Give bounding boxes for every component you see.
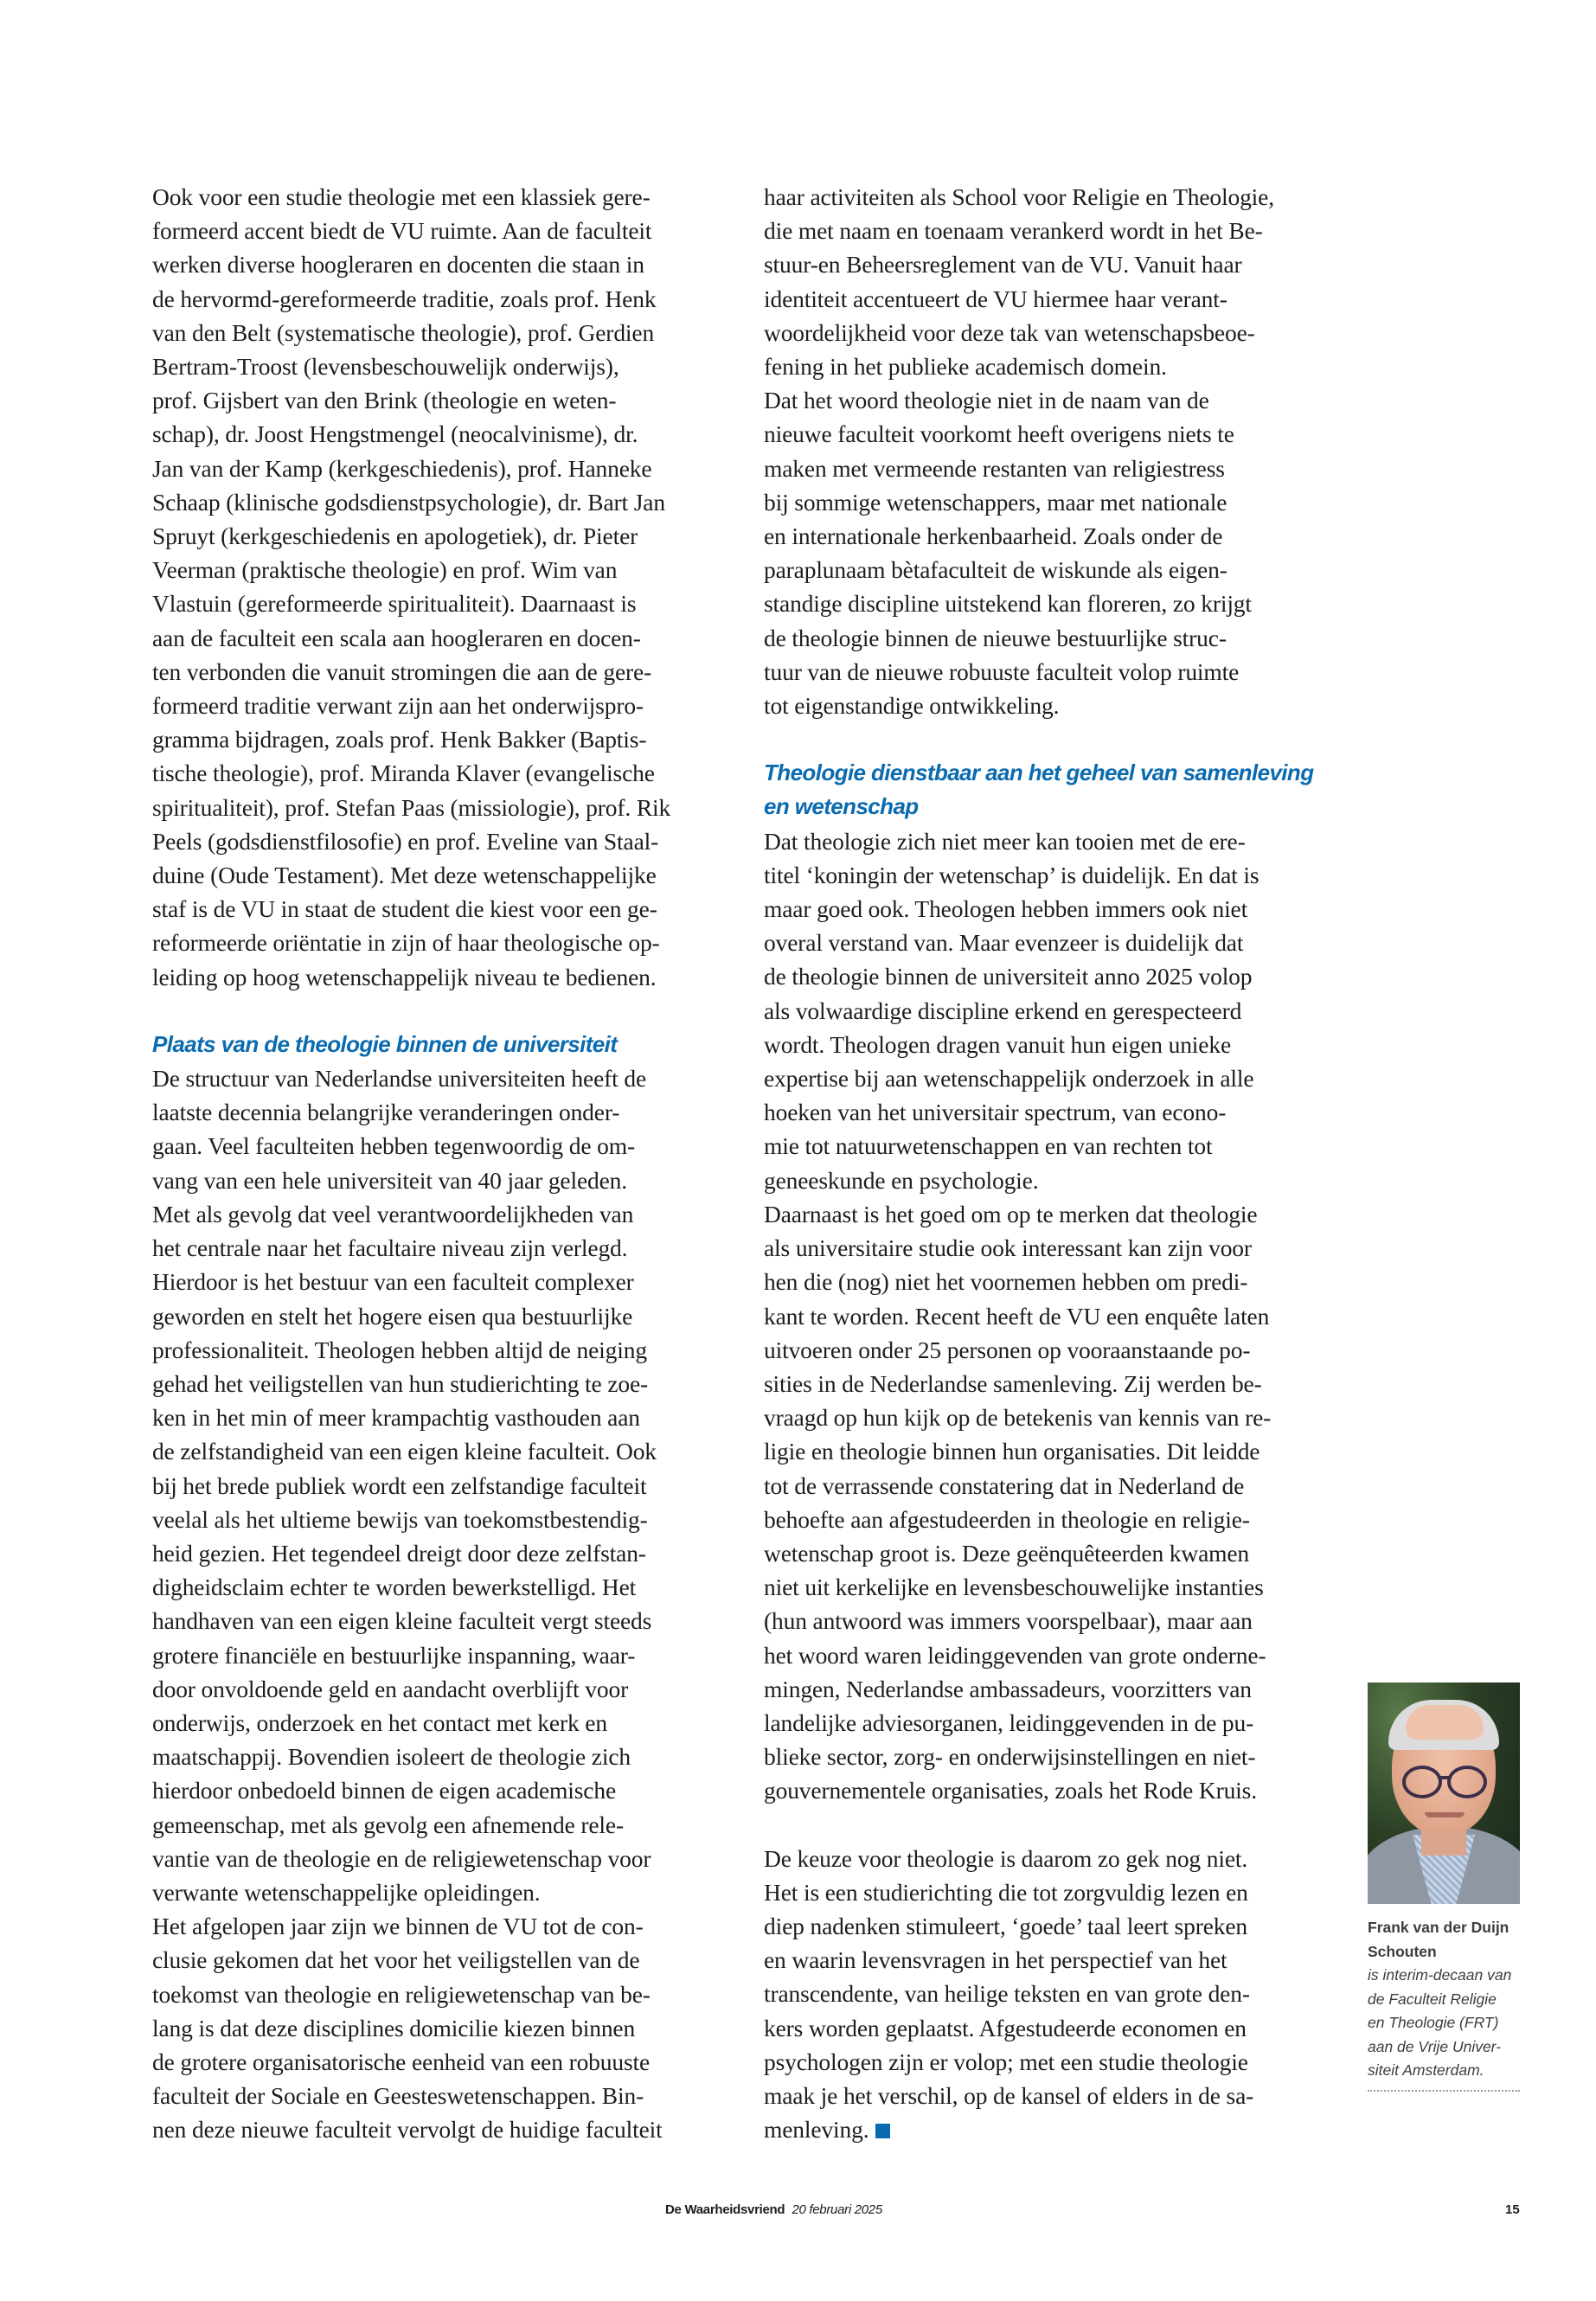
text-line: menleving. bbox=[764, 2112, 1343, 2146]
glasses-left-icon bbox=[1402, 1766, 1442, 1798]
author-name-line-1: Frank van der Duijn bbox=[1368, 1919, 1509, 1936]
text-line: het woord waren leidinggevenden van grote onderne- bbox=[764, 1641, 1266, 1669]
text-line: vantie van de theologie en de religiewetenschap voor bbox=[152, 1844, 651, 1872]
text-line: vang van een hele universiteit van 40 jaar geleden. bbox=[152, 1166, 627, 1194]
text-line: de hervormd-gereformeerde traditie, zoals prof. Henk bbox=[152, 285, 657, 312]
text-line: bij het brede publiek wordt een zelfstandige faculteit bbox=[152, 1471, 647, 1499]
text-line: prof. Gijsbert van den Brink (theologie en weten- bbox=[152, 387, 617, 414]
section-heading-line: Theologie dienstbaar aan het geheel van samenleving bbox=[764, 760, 1314, 786]
text-line: grotere financiële en bestuurlijke inspanning, waar- bbox=[152, 1641, 636, 1669]
publication-info bbox=[665, 2202, 882, 2217]
text-line: duine (Oude Testament). Met deze wetenschappelijke bbox=[152, 862, 657, 889]
text-line: geneeskunde en psychologie. bbox=[764, 1166, 1039, 1194]
text-line: de theologie binnen de universiteit anno 2025 volop bbox=[764, 963, 1253, 990]
text-line: hierdoor onbedoeld binnen de eigen academische bbox=[152, 1777, 617, 1804]
text-line: heid gezien. Het tegendeel dreigt door deze zelfstan- bbox=[152, 1539, 646, 1567]
text-line: de theologie binnen de nieuwe bestuurlijke struc- bbox=[764, 624, 1227, 651]
text-line: spiritualiteit), prof. Stefan Paas (missiologie), prof. Rik bbox=[152, 793, 671, 821]
text-line: vraagd op hun kijk op de betekenis van kennis van re- bbox=[764, 1404, 1272, 1432]
text-line: Dat het woord theologie niet in de naam van de bbox=[764, 387, 1209, 414]
text-line: identiteit accentueert de VU hiermee haar verant- bbox=[764, 285, 1227, 312]
text-line: De keuze voor theologie is daarom zo gek nog niet. bbox=[764, 1844, 1248, 1872]
text-line: ligie en theologie binnen hun organisaties. Dit leidde bbox=[764, 1438, 1260, 1465]
page-number: 15 bbox=[1505, 2202, 1520, 2217]
text-line: wetenschap groot is. Deze geënquêteerden kwamen bbox=[764, 1539, 1250, 1567]
author-name-line-2: Schouten bbox=[1368, 1942, 1437, 1960]
text-line: die met naam en toenaam verankerd wordt in het Be- bbox=[764, 217, 1263, 245]
text-line: Peels (godsdienstfilosofie) en prof. Eveline van Staal- bbox=[152, 827, 659, 855]
text-line: formeerd traditie verwant zijn aan het onderwijspro- bbox=[152, 692, 644, 720]
text-line: leiding op hoog wetenschappelijk niveau te bedienen. bbox=[152, 963, 657, 990]
text-line: psychologen zijn er volop; met een studie theologie bbox=[764, 2048, 1248, 2075]
text-line: nen deze nieuwe faculteit vervolgt de huidige faculteit bbox=[152, 2116, 663, 2144]
spacer bbox=[152, 994, 723, 1028]
text-line: Vlastuin (gereformeerde spiritualiteit). Daarnaast is bbox=[152, 590, 637, 618]
text-line: tische theologie), prof. Miranda Klaver (evangelische bbox=[152, 760, 655, 787]
section-heading-dienstbaar bbox=[764, 756, 1343, 824]
publication-title: De Waarheidsvriend bbox=[665, 2202, 785, 2217]
author-box bbox=[1368, 1682, 1520, 2092]
text-line: behoefte aan afgestudeerden in theologie en religie- bbox=[764, 1505, 1250, 1533]
text-line: werken diverse hoogleraren en docenten die staan in bbox=[152, 251, 644, 279]
text-line: woordelijkheid voor deze tak van wetenschapsbeoe- bbox=[764, 318, 1255, 346]
author-role-line: aan de Vrije Univer- bbox=[1368, 2037, 1502, 2055]
paragraph-intro-staff bbox=[152, 180, 723, 994]
text-line: de zelfstandigheid van een eigen kleine faculteit. Ook bbox=[152, 1438, 657, 1465]
publication-date: 20 februari 2025 bbox=[792, 2202, 882, 2217]
text-line: gouvernementele organisaties, zoals het Rode Kruis. bbox=[764, 1777, 1257, 1804]
text-line: verwante wetenschappelijke opleidingen. bbox=[152, 1878, 541, 1906]
text-line: reformeerde oriëntatie in zijn of haar theologische op- bbox=[152, 929, 660, 957]
photo-scalp-shape bbox=[1406, 1705, 1484, 1740]
text-line: door onvoldoende geld en aandacht overblijft voor bbox=[152, 1675, 629, 1702]
text-line: Daarnaast is het goed om op te merken dat theologie bbox=[764, 1200, 1258, 1227]
text-line: Veerman (praktische theologie) en prof. Wim van bbox=[152, 556, 618, 584]
text-line: tuur van de nieuwe robuuste faculteit volop ruimte bbox=[764, 657, 1240, 685]
text-line: expertise bij aan wetenschappelijk onderzoek in alle bbox=[764, 1065, 1254, 1093]
text-line: lang is dat deze disciplines domicilie kiezen binnen bbox=[152, 2014, 636, 2041]
text-line: kant te worden. Recent heeft de VU een enquête laten bbox=[764, 1302, 1270, 1330]
author-role-line: siteit Amsterdam. bbox=[1368, 2061, 1484, 2079]
text-line: Hierdoor is het bestuur van een faculteit complexer bbox=[152, 1268, 634, 1296]
text-line: Schaap (klinische godsdienstpsychologie), dr. Bart Jan bbox=[152, 488, 665, 516]
dotted-divider bbox=[1368, 2090, 1520, 2092]
text-line: Met als gevolg dat veel verantwoordelijkheden van bbox=[152, 1200, 634, 1227]
text-line: gemeenschap, met als gevolg een afnemende rele- bbox=[152, 1811, 624, 1838]
text-line: aan de faculteit een scala aan hoogleraren en docen- bbox=[152, 624, 641, 651]
glasses-bridge-icon bbox=[1440, 1776, 1449, 1779]
text-line: mie tot natuurwetenschappen en van rechten tot bbox=[764, 1132, 1213, 1160]
spacer bbox=[764, 1808, 1343, 1842]
author-caption bbox=[1368, 1916, 1520, 2092]
text-line: hoeken van het universitair spectrum, van econo- bbox=[764, 1099, 1227, 1126]
text-line: digheidsclaim echter te worden bewerkstelligd. Het bbox=[152, 1574, 637, 1601]
text-line: professionaliteit. Theologen hebben altijd de neiging bbox=[152, 1336, 647, 1363]
text-line: standige discipline uitstekend kan floreren, zo krijgt bbox=[764, 590, 1252, 618]
text-line: veelal als het ultieme bewijs van toekomstbestendig- bbox=[152, 1505, 648, 1533]
text-line: maken met vermeende restanten van religiestress bbox=[764, 454, 1225, 482]
text-line: De structuur van Nederlandse universiteiten heeft de bbox=[152, 1065, 647, 1093]
text-line: geworden en stelt het hogere eisen qua bestuurlijke bbox=[152, 1302, 633, 1330]
text-line: gramma bijdragen, zoals prof. Henk Bakker (Baptis- bbox=[152, 726, 647, 753]
text-line: (hun antwoord was immers voorspelbaar), maar aan bbox=[764, 1607, 1253, 1635]
text-line: niet uit kerkelijke en levensbeschouwelijke instanties bbox=[764, 1574, 1264, 1601]
paragraph-conclusion bbox=[764, 1842, 1343, 2147]
article-left-column bbox=[152, 180, 723, 2147]
author-role-line: en Theologie (FRT) bbox=[1368, 2014, 1499, 2031]
text-line: ken in het min of meer krampachtig vasthouden aan bbox=[152, 1404, 640, 1432]
photo-mouth-shape bbox=[1425, 1812, 1465, 1817]
text-line: toekomst van theologie en religiewetenschap van be- bbox=[152, 1980, 651, 2008]
text-line: hen die (nog) niet het voornemen hebben om predi- bbox=[764, 1268, 1248, 1296]
text-line: schap), dr. Joost Hengstmengel (neocalvinisme), dr. bbox=[152, 420, 638, 448]
text-line: wordt. Theologen dragen vanuit hun eigen unieke bbox=[764, 1030, 1231, 1058]
text-line: en waarin levensvragen in het perspectief van het bbox=[764, 1946, 1227, 1974]
text-line: mingen, Nederlandse ambassadeurs, voorzitters van bbox=[764, 1675, 1252, 1702]
text-line: Ook voor een studie theologie met een klassiek gere- bbox=[152, 183, 651, 210]
section-heading-plaats: Plaats van de theologie binnen de universiteit bbox=[152, 1030, 618, 1057]
text-line: de grotere organisatorische eenheid van een robuuste bbox=[152, 2048, 651, 2075]
text-line: als volwaardige discipline erkend en gerespecteerd bbox=[764, 997, 1242, 1024]
text-line: landelijke adviesorganen, leidinggevenden in de pu- bbox=[764, 1708, 1254, 1736]
paragraph-new-faculty bbox=[152, 1909, 723, 2146]
text-line: sities in de Nederlandse samenleving. Zij werden be- bbox=[764, 1369, 1262, 1397]
text-line: kers worden geplaatst. Afgestudeerde economen en bbox=[764, 2014, 1247, 2041]
text-line: staf is de VU in staat de student die kiest voor een ge- bbox=[152, 895, 657, 923]
text-line: tot eigenstandige ontwikkeling. bbox=[764, 692, 1060, 720]
paragraph-queen-of-science bbox=[764, 824, 1343, 1197]
paragraph-university-structure bbox=[152, 1061, 723, 1909]
text-line: faculteit der Sociale en Geesteswetenschappen. Bin- bbox=[152, 2082, 644, 2110]
text-line: overal verstand van. Maar evenzeer is duidelijk dat bbox=[764, 929, 1244, 957]
text-line: als universitaire studie ook interessant kan zijn voor bbox=[764, 1234, 1252, 1262]
text-line: blieke sector, zorg- en onderwijsinstellingen en niet- bbox=[764, 1743, 1256, 1771]
text-line: uitvoeren onder 25 personen op vooraanstaande po- bbox=[764, 1336, 1251, 1363]
paragraph-survey bbox=[764, 1197, 1343, 1808]
spacer bbox=[764, 722, 1343, 756]
glasses-right-icon bbox=[1447, 1766, 1487, 1798]
text-line: maak je het verschil, op de kansel of elders in de sa- bbox=[764, 2081, 1254, 2109]
text-line: Dat theologie zich niet meer kan tooien met de ere- bbox=[764, 827, 1246, 855]
text-line: transcendente, van heilige teksten en van grote den- bbox=[764, 1980, 1250, 2008]
text-line: titel ‘koningin der wetenschap’ is duidelijk. En dat is bbox=[764, 861, 1259, 888]
text-line: fening in het publieke academisch domein. bbox=[764, 353, 1167, 381]
author-photo bbox=[1368, 1682, 1520, 1904]
text-line: Spruyt (kerkgeschiedenis en apologetiek), dr. Pieter bbox=[152, 522, 638, 550]
text-line: Het is een studierichting die tot zorgvuldig lezen en bbox=[764, 1878, 1248, 1906]
end-of-article-square-icon bbox=[875, 2124, 890, 2138]
text-line: ten verbonden die vanuit stromingen die aan de gere- bbox=[152, 657, 652, 685]
author-role-line: is interim-decaan van bbox=[1368, 1966, 1512, 1984]
text-line: laatste decennia belangrijke veranderingen onder- bbox=[152, 1099, 620, 1126]
text-line: maatschappij. Bovendien isoleert de theologie zich bbox=[152, 1743, 631, 1771]
text-line: formeerd accent biedt de VU ruimte. Aan de faculteit bbox=[152, 217, 652, 245]
text-line: maar goed ook. Theologen hebben immers ook niet bbox=[764, 895, 1248, 923]
text-line: gehad het veiligstellen van hun studierichting te zoe- bbox=[152, 1369, 649, 1397]
text-line: diep nadenken stimuleert, ‘goede’ taal leert spreken bbox=[764, 1912, 1248, 1939]
text-line: onderwijs, onderzoek en het contact met kerk en bbox=[152, 1708, 607, 1736]
article-right-column bbox=[764, 180, 1343, 2146]
text-line: clusie gekomen dat het voor het veiligstellen van de bbox=[152, 1946, 640, 1974]
text-line: van den Belt (systematische theologie), prof. Gerdien bbox=[152, 318, 655, 346]
text-line: gaan. Veel faculteiten hebben tegenwoordig de om- bbox=[152, 1132, 635, 1160]
text-line: handhaven van een eigen kleine faculteit vergt steeds bbox=[152, 1607, 652, 1635]
text-line: en internationale herkenbaarheid. Zoals onder de bbox=[764, 522, 1223, 550]
text-line: bij sommige wetenschappers, maar met nationale bbox=[764, 488, 1227, 516]
text-line: Het afgelopen jaar zijn we binnen de VU tot de con- bbox=[152, 1913, 644, 1940]
text-line: paraplunaam bètafaculteit de wiskunde als eigen- bbox=[764, 556, 1227, 584]
paragraph-faculty-name bbox=[764, 383, 1343, 722]
text-line: haar activiteiten als School voor Religie en Theologie, bbox=[764, 183, 1274, 210]
text-line: Jan van der Kamp (kerkgeschiedenis), prof. Hanneke bbox=[152, 454, 652, 482]
text-line: het centrale naar het facultaire niveau zijn verlegd. bbox=[152, 1234, 628, 1262]
section-heading-line: en wetenschap bbox=[764, 793, 919, 820]
paragraph-school-religion bbox=[764, 180, 1343, 383]
author-role-line: de Faculteit Religie bbox=[1368, 1990, 1497, 2008]
text-line: nieuwe faculteit voorkomt heeft overigens niets te bbox=[764, 420, 1234, 448]
text-line: Bertram-Troost (levensbeschouwelijk onderwijs), bbox=[152, 353, 619, 381]
text-line: tot de verrassende constatering dat in Nederland de bbox=[764, 1471, 1245, 1499]
text-line: stuur-en Beheersreglement van de VU. Vanuit haar bbox=[764, 251, 1242, 279]
